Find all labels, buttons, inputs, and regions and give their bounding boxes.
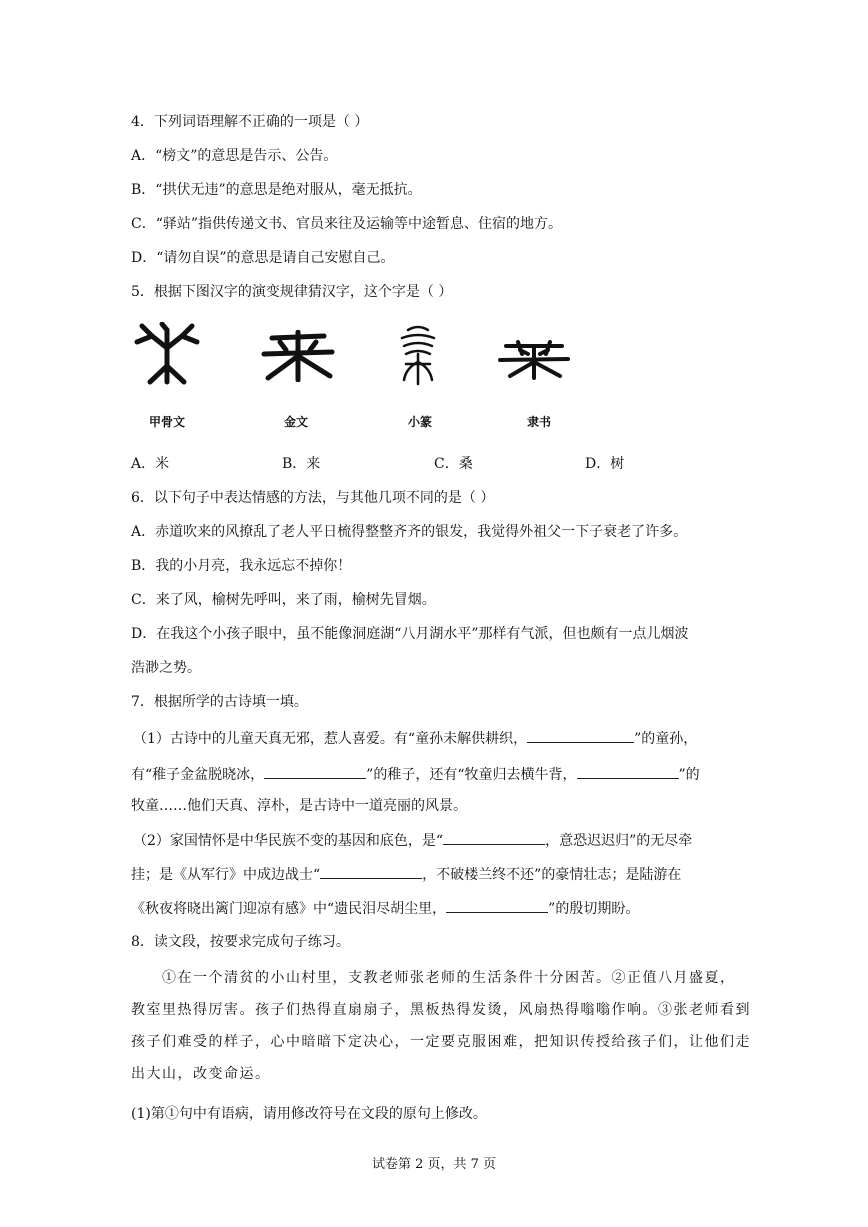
q8-passage <box>131 962 771 1090</box>
passage-line-2: 教室里热得厉害。孩子们热得直扇扇子，黑板热得发烫，风扇热得嗡嗡作响。③张老师看到 <box>131 1002 751 1018</box>
answer-blank-3[interactable] <box>577 764 679 779</box>
answer-blank-1[interactable] <box>527 728 634 743</box>
q4-option-d: D．“请勿自误”的意思是请自己安慰自己。 <box>131 250 395 266</box>
passage-line-3: 孩子们难受的样子，心中暗暗下定决心，一定要克服困难，把知识传授给孩子们，让他们走 <box>131 1034 751 1050</box>
q4-option-b: B．“拱伏无违”的意思是绝对服从，毫无抵抗。 <box>131 182 422 198</box>
q7-part1-line2 <box>131 764 700 785</box>
answer-blank-4[interactable] <box>443 830 545 845</box>
answer-blank-6[interactable] <box>446 898 548 913</box>
q5-option-c: C．桑 <box>434 456 473 472</box>
q5-option-a: A．米 <box>131 456 170 472</box>
q7-part2-line1 <box>133 830 692 851</box>
q6-option-c: C．来了风，榆树先呼叫，来了雨，榆树先冒烟。 <box>131 592 436 608</box>
caption-clerical: 隶书 <box>527 415 552 429</box>
q7-part1-line3: 牧童……他们天真、淳朴，是古诗中一道亮丽的风景。 <box>131 798 467 814</box>
q7-part1-line1 <box>133 728 697 749</box>
q7-stem: 7．根据所学的古诗填一填。 <box>131 694 308 710</box>
caption-small-seal: 小篆 <box>408 415 433 429</box>
q6-option-d-cont: 浩渺之势。 <box>131 660 201 676</box>
q7-p2-text-d: ，不破楼兰终不还”的豪情壮志；是陆游在 <box>422 867 682 883</box>
caption-oracle-bone: 甲骨文 <box>149 415 186 429</box>
caption-bronze: 金文 <box>284 415 309 429</box>
q7-p1-text-a: （1）古诗中的儿童天真无邪，惹人喜爱。有“童孙未解供耕织， <box>133 731 528 747</box>
q7-p1-text-c: 有“稚子金盆脱晓冰， <box>131 767 265 783</box>
q4-stem: 4．下列词语理解不正确的一项是（ ） <box>131 114 369 130</box>
oracle-bone-glyph <box>132 322 202 388</box>
q7-part2-line3 <box>131 898 639 919</box>
passage-line-4: 出大山，改变命运。 <box>131 1066 271 1082</box>
passage-line-1: ①在一个清贫的小山村里，支教老师张老师的生活条件十分困苦。②正值八月盛夏， <box>131 970 736 986</box>
clerical-script-glyph <box>498 340 570 380</box>
q7-p2-text-b: ，意恐迟迟归”的无尽牵 <box>545 833 693 849</box>
q7-p2-text-c: 挂；是《从军行》中成边战士“ <box>131 867 321 883</box>
q7-p2-text-f: ”的殷切期盼。 <box>548 901 640 917</box>
q6-stem: 6．以下句子中表达情感的方法，与其他几项不同的是（ ） <box>131 490 495 506</box>
bronze-inscription-glyph <box>260 330 336 382</box>
q7-part2-line2 <box>131 864 681 885</box>
small-seal-glyph <box>398 324 438 386</box>
q8-sub1: (1)第①句中有语病，请用修改符号在文段的原句上修改。 <box>131 1106 487 1122</box>
q6-option-b: B．我的小月亮，我永远忘不掉你！ <box>131 558 352 574</box>
q4-option-a: A．“榜文”的意思是告示、公告。 <box>131 148 338 164</box>
q7-p1-text-d: ”的稚子，还有“牧童归去横牛背， <box>366 767 577 783</box>
page-footer: 试卷第 2 页，共 7 页 <box>371 1157 497 1172</box>
q6-option-d: D．在我这个小孩子眼中，虽不能像洞庭湖“八月湖水平”那样有气派，但也颇有一点儿烟波 <box>131 626 689 642</box>
q8-stem: 8．读文段，按要求完成句子练习。 <box>131 934 350 950</box>
q7-p1-text-b: ”的童孙， <box>634 731 698 747</box>
answer-blank-5[interactable] <box>320 864 422 879</box>
q7-p2-text-e: 《秋夜将晓出篱门迎凉有感》中“遗民泪尽胡尘里， <box>131 901 447 917</box>
answer-blank-2[interactable] <box>264 764 366 779</box>
q7-p2-text-a: （2）家国情怀是中华民族不变的基因和底色，是“ <box>133 833 444 849</box>
q5-option-d: D．树 <box>585 456 625 472</box>
q6-option-a: A．赤道吹来的风撩乱了老人平日梳得整整齐齐的银发，我觉得外祖父一下子衰老了许多。 <box>131 524 688 540</box>
q7-p1-text-e: ”的 <box>678 767 700 783</box>
q4-option-c: C．“驿站”指供传递文书、官员来往及运输等中途暂息、住宿的地方。 <box>131 216 563 232</box>
q5-option-b: B．来 <box>282 456 321 472</box>
q5-stem: 5．根据下图汉字的演变规律猜汉字，这个字是（ ） <box>131 284 453 300</box>
